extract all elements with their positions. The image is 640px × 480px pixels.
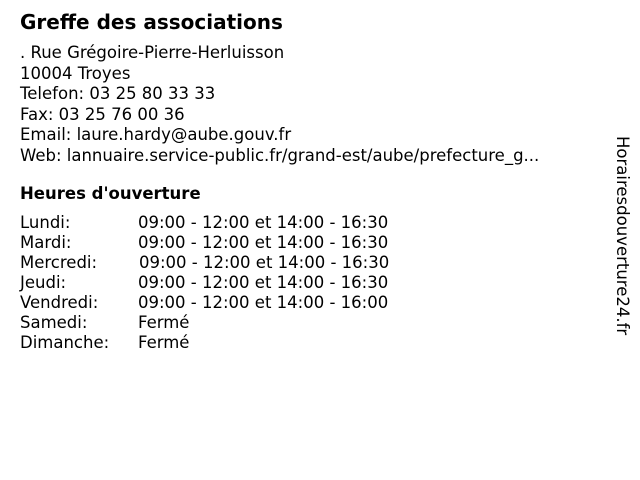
day-time: 09:00 - 12:00 et 14:00 - 16:30: [138, 213, 389, 232]
street-line: . Rue Grégoire-Pierre-Herluisson: [20, 43, 285, 62]
day-time: Fermé: [138, 333, 190, 352]
page-title: Greffe des associations: [20, 10, 283, 34]
day-label: Mardi:: [20, 233, 72, 252]
day-time: 09:00 - 12:00 et 14:00 - 16:30: [138, 233, 389, 252]
web-line: Web: lannuaire.service-public.fr/grand-est/aube/prefecture_g...: [20, 145, 540, 165]
fax-line: Fax: 03 25 76 00 36: [20, 104, 185, 124]
day-label: Samedi:: [20, 313, 88, 332]
city-line: 10004 Troyes: [20, 63, 131, 83]
day-label: Vendredi:: [20, 293, 99, 312]
phone-line: Telefon: 03 25 80 33 33: [20, 84, 216, 103]
site-watermark: Horairesdouverture24.fr: [613, 136, 632, 336]
day-label: Jeudi:: [20, 273, 67, 292]
day-label: Dimanche:: [20, 333, 110, 352]
day-time: 09:00 - 12:00 et 14:00 - 16:30: [139, 253, 390, 272]
address-block: [20, 43, 539, 166]
day-label: Mercredi:: [20, 253, 98, 272]
day-label: Lundi:: [20, 213, 71, 232]
email-line: Email: laure.hardy@aube.gouv.fr: [20, 125, 292, 144]
day-time: 09:00 - 12:00 et 14:00 - 16:30: [138, 273, 389, 292]
hours-heading: Heures d'ouverture: [20, 184, 201, 203]
day-time: Fermé: [138, 313, 190, 332]
day-time: 09:00 - 12:00 et 14:00 - 16:00: [138, 293, 389, 312]
